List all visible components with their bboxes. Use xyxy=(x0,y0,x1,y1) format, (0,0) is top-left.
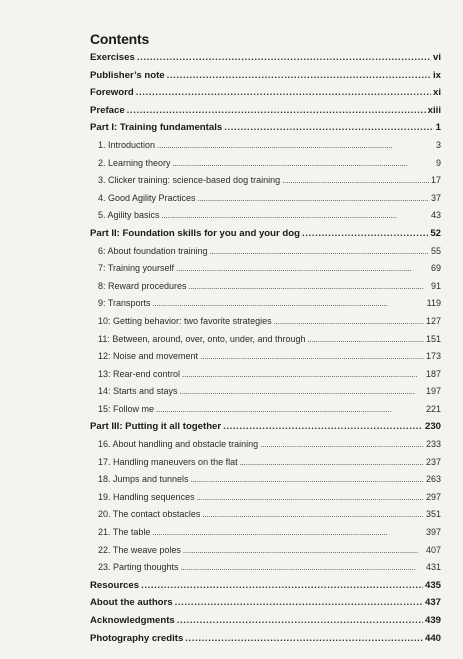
toc-chapter-entry xyxy=(90,263,441,281)
toc-entry-label: 15: Follow me xyxy=(98,403,155,414)
toc-entry-page-number: 127 xyxy=(425,315,441,326)
toc-chapter-entry xyxy=(90,334,441,352)
toc-entry-page-number: 351 xyxy=(425,509,441,520)
toc-entry-label: Part II: Foundation skills for you and your dog xyxy=(90,227,301,239)
toc-entry-page-number: 3 xyxy=(435,139,441,150)
toc-entry-label: 6: About foundation training xyxy=(98,245,208,256)
toc-entry-page-number: 9 xyxy=(435,157,441,168)
dot-leader xyxy=(175,597,423,608)
toc-section-entry xyxy=(90,615,441,633)
table-of-contents xyxy=(90,52,441,650)
toc-chapter-entry xyxy=(90,246,441,264)
dot-leader xyxy=(167,70,431,81)
toc-entry-page-number: 230 xyxy=(424,421,441,433)
toc-chapter-entry xyxy=(90,404,441,422)
toc-entry-label: Part III: Putting it all together xyxy=(90,421,222,433)
dot-leader xyxy=(302,228,428,239)
dot-leader xyxy=(136,87,431,98)
dot-leader xyxy=(308,334,424,344)
toc-entry-label: About the authors xyxy=(90,597,173,609)
toc-chapter-entry xyxy=(90,474,441,492)
dot-leader xyxy=(210,246,429,256)
dot-leader xyxy=(180,386,424,396)
toc-entry-label: 20. The contact obstacles xyxy=(98,509,201,520)
toc-chapter-entry xyxy=(90,316,441,334)
toc-entry-page-number: 119 xyxy=(426,298,441,309)
toc-entry-label: Acknowledgments xyxy=(90,615,175,626)
dot-leader xyxy=(176,263,429,273)
toc-entry-label: 9: Transports xyxy=(98,298,151,309)
toc-entry-page-number: 197 xyxy=(425,386,441,397)
toc-entry-label: 23. Parting thoughts xyxy=(98,562,179,573)
toc-entry-page-number: ix xyxy=(432,69,441,81)
toc-entry-label: Publisher’s note xyxy=(90,69,165,81)
dot-leader xyxy=(189,281,429,291)
toc-chapter-entry xyxy=(90,158,441,176)
toc-entry-label: Foreword xyxy=(90,87,134,99)
toc-entry-label: 7: Training yourself xyxy=(98,263,175,274)
toc-entry-page-number: 435 xyxy=(424,579,441,591)
toc-entry-page-number: 55 xyxy=(430,245,441,256)
toc-chapter-entry xyxy=(90,298,441,316)
dot-leader xyxy=(127,105,426,116)
toc-chapter-entry xyxy=(90,193,441,211)
toc-entry-page-number: 397 xyxy=(425,527,441,538)
toc-chapter-entry xyxy=(90,175,441,193)
toc-section-entry xyxy=(90,580,441,598)
toc-entry-page-number: 1 xyxy=(435,122,441,134)
toc-section-entry xyxy=(90,52,441,70)
toc-entry-page-number: 221 xyxy=(425,403,441,414)
toc-entry-label: 17. Handling maneuvers on the flat xyxy=(98,456,238,467)
toc-chapter-entry xyxy=(90,210,441,228)
toc-entry-page-number: 151 xyxy=(425,333,441,344)
toc-entry-page-number: 439 xyxy=(424,615,441,626)
toc-chapter-entry xyxy=(90,509,441,527)
dot-leader xyxy=(153,298,425,308)
dot-leader xyxy=(198,193,429,203)
toc-entry-label: 16. About handling and obstacle training xyxy=(98,439,259,450)
dot-leader xyxy=(223,421,423,432)
toc-entry-page-number: 37 xyxy=(430,192,441,203)
toc-entry-page-number: 187 xyxy=(425,368,441,379)
toc-entry-label: 5. Agility basics xyxy=(98,210,160,221)
toc-entry-label: 22. The weave poles xyxy=(98,544,181,555)
dot-leader xyxy=(191,474,424,484)
toc-chapter-entry xyxy=(90,492,441,510)
toc-chapter-entry xyxy=(90,457,441,475)
toc-entry-label: Part I: Training fundamentals xyxy=(90,122,223,134)
toc-entry-page-number: 440 xyxy=(424,632,441,644)
dot-leader xyxy=(181,562,424,572)
toc-entry-page-number: xiii xyxy=(427,104,441,116)
dot-leader xyxy=(224,122,433,133)
toc-entry-label: Exercises xyxy=(90,52,135,63)
toc-entry-page-number: 237 xyxy=(425,456,441,467)
toc-chapter-entry xyxy=(90,562,441,580)
toc-entry-page-number: 431 xyxy=(425,562,441,573)
toc-chapter-entry xyxy=(90,386,441,404)
toc-entry-page-number: 437 xyxy=(424,597,441,609)
toc-section-entry xyxy=(90,421,441,439)
toc-entry-page-number: 407 xyxy=(425,544,441,555)
toc-section-entry xyxy=(90,228,441,246)
dot-leader xyxy=(141,580,423,591)
toc-entry-label: Resources xyxy=(90,579,140,591)
dot-leader xyxy=(240,457,424,467)
dot-leader xyxy=(274,316,424,326)
dot-leader xyxy=(162,210,429,220)
dot-leader xyxy=(185,633,423,644)
toc-entry-label: 21. The table xyxy=(98,527,151,538)
dot-leader xyxy=(157,140,434,150)
toc-entry-label: 2. Learning theory xyxy=(98,157,171,168)
toc-entry-page-number: 297 xyxy=(425,491,441,502)
dot-leader xyxy=(183,545,424,555)
toc-section-entry xyxy=(90,87,441,105)
toc-entry-label: 4. Good Agility Practices xyxy=(98,192,196,203)
dot-leader xyxy=(173,158,434,168)
toc-entry-page-number: 91 xyxy=(430,280,441,291)
toc-chapter-entry xyxy=(90,281,441,299)
toc-section-entry xyxy=(90,633,441,651)
toc-chapter-entry xyxy=(90,369,441,387)
toc-entry-label: 3. Clicker training: science-based dog training xyxy=(98,175,281,186)
toc-section-entry xyxy=(90,597,441,615)
toc-entry-label: 10: Getting behavior: two favorite strategies xyxy=(98,315,272,326)
toc-entry-page-number: 173 xyxy=(425,351,441,362)
toc-entry-label: Preface xyxy=(90,104,125,116)
toc-section-entry xyxy=(90,105,441,123)
toc-entry-label: 1. Introduction xyxy=(98,139,156,150)
toc-chapter-entry xyxy=(90,351,441,369)
toc-entry-page-number: 233 xyxy=(425,439,441,450)
toc-section-entry xyxy=(90,122,441,140)
toc-entry-page-number: 17 xyxy=(430,175,441,186)
toc-chapter-entry xyxy=(90,527,441,545)
toc-entry-label: 14: Starts and stays xyxy=(98,386,178,397)
toc-entry-page-number: xi xyxy=(432,87,441,99)
toc-entry-page-number: vi xyxy=(432,52,441,63)
toc-entry-page-number: 263 xyxy=(425,474,441,485)
toc-entry-page-number: 43 xyxy=(430,210,441,221)
toc-section-entry xyxy=(90,70,441,88)
dot-leader xyxy=(152,527,424,537)
dot-leader xyxy=(156,404,424,414)
dot-leader xyxy=(200,351,424,361)
toc-entry-page-number: 69 xyxy=(430,263,441,274)
toc-entry-label: 12: Noise and movement xyxy=(98,351,199,362)
toc-entry-page-number: 52 xyxy=(430,227,441,239)
dot-leader xyxy=(260,439,424,449)
toc-entry-label: 19. Handling sequences xyxy=(98,491,195,502)
dot-leader xyxy=(202,509,424,519)
toc-entry-label: 11: Between, around, over, onto, under, and through xyxy=(98,333,306,344)
toc-entry-label: 13: Rear-end control xyxy=(98,368,181,379)
toc-chapter-entry xyxy=(90,545,441,563)
dot-leader xyxy=(282,175,429,185)
toc-entry-label: 8: Reward procedures xyxy=(98,280,187,291)
page-title: Contents xyxy=(90,31,150,47)
dot-leader xyxy=(182,369,424,379)
toc-entry-label: 18. Jumps and tunnels xyxy=(98,474,189,485)
dot-leader xyxy=(177,615,423,626)
dot-leader xyxy=(137,52,431,63)
dot-leader xyxy=(197,492,424,502)
toc-entry-label: Photography credits xyxy=(90,632,184,644)
toc-chapter-entry xyxy=(90,439,441,457)
toc-chapter-entry xyxy=(90,140,441,158)
